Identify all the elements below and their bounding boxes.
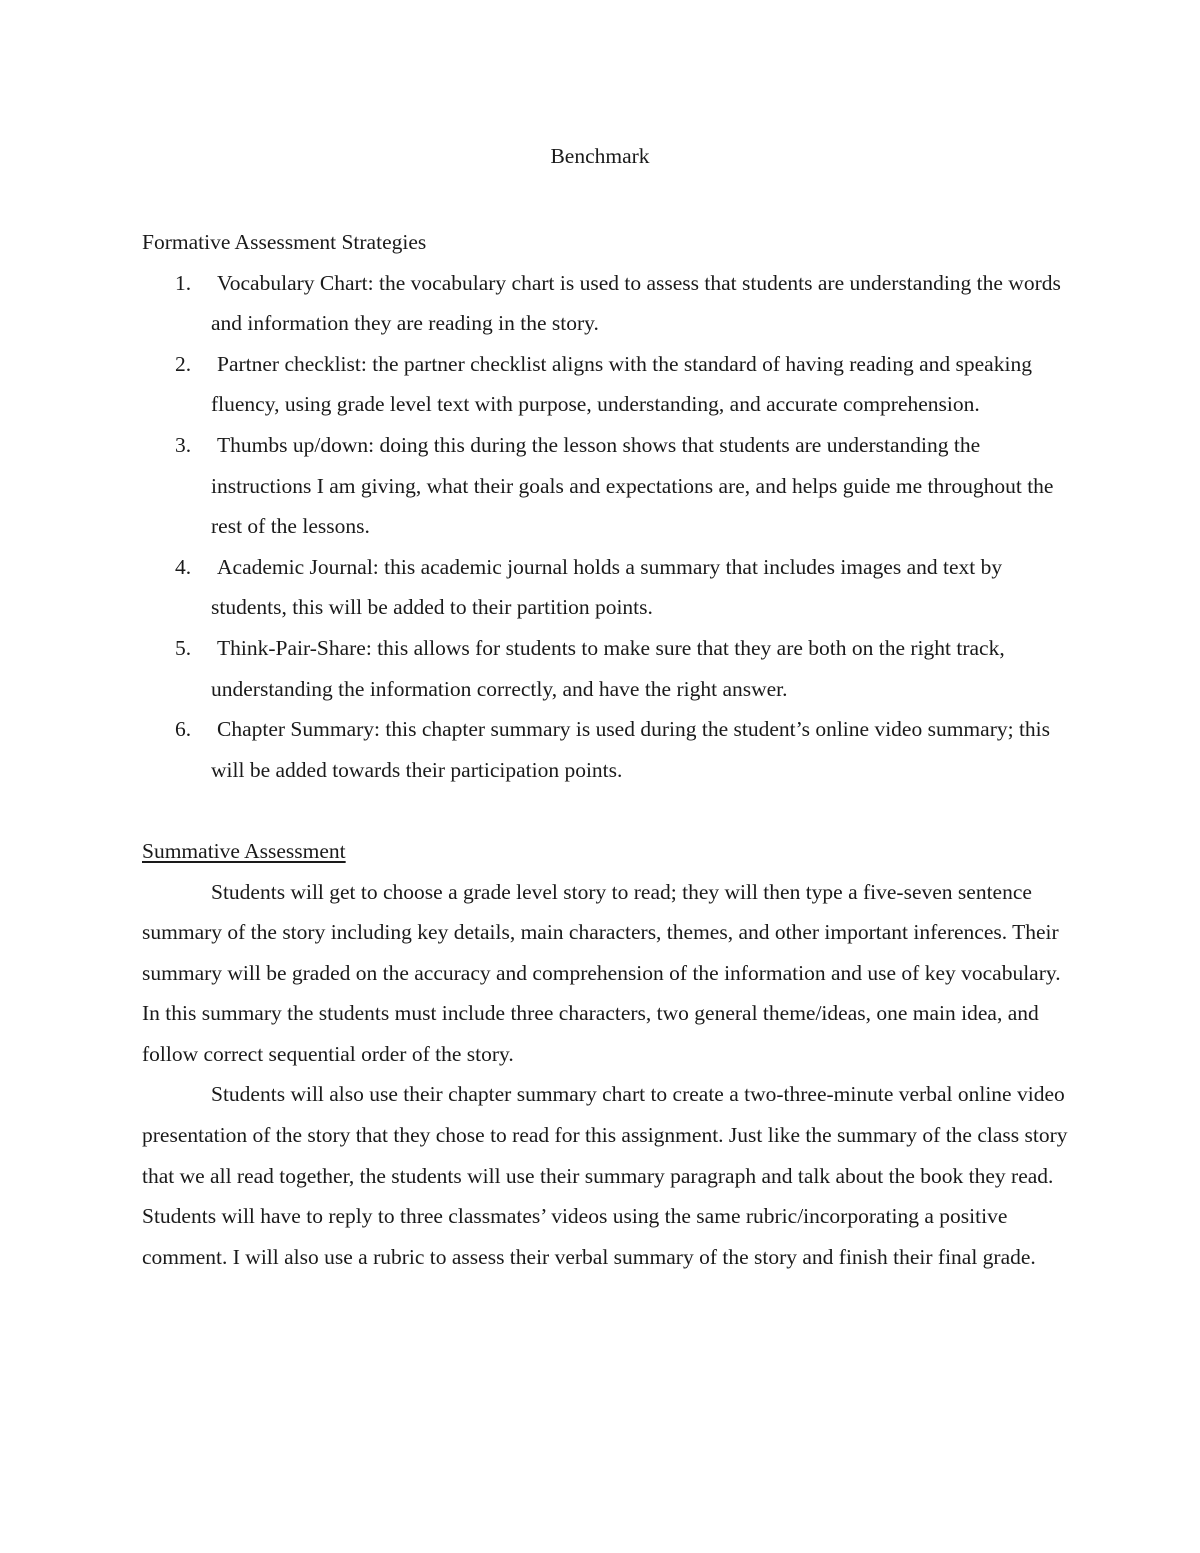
list-item xyxy=(142,709,1072,790)
list-item-number: 2. xyxy=(175,351,192,376)
list-item-text: Partner checklist: the partner checklist aligns with the standard of having reading and speaking fluency, using grade level text with purpose, understanding, and accurate comprehension. xyxy=(211,351,1032,417)
list-item-number: 5. xyxy=(175,635,192,660)
list-item-text: Chapter Summary: this chapter summary is used during the student’s online video summary; this will be added towards their participation points. xyxy=(211,717,1051,782)
document-title: Benchmark xyxy=(550,144,650,168)
list-item xyxy=(142,425,1072,547)
list-item-text: Thumbs up/down: doing this during the lesson shows that students are understanding the instructions I am giving, what their goals and expectations are, and helps guide me throughout the rest of the lessons. xyxy=(211,432,1054,539)
list-item xyxy=(142,628,1072,709)
section-spacer xyxy=(142,790,1072,831)
list-item xyxy=(142,263,1072,344)
list-item xyxy=(142,547,1072,628)
list-item-text: Vocabulary Chart: the vocabulary chart is used to assess that students are understanding the words and information they are reading in the story. xyxy=(211,270,1061,336)
formative-heading: Formative Assessment Strategies xyxy=(142,230,427,254)
list-item-number: 3. xyxy=(175,432,192,457)
document-body xyxy=(142,222,1072,1277)
list-item-number: 6. xyxy=(175,717,192,742)
summative-heading: Summative Assessment xyxy=(142,838,346,863)
summative-paragraph: Students will also use their chapter summary chart to create a two-three-minute verbal online video presentation of the story that they chose to read for this assignment. Just like the summary of the class story that we all read together, the students will use their summary paragraph and talk about the book they read. Students will have to reply to three classmates’ videos using the same rubric/incorporating a positive comment. I will also use a rubric to assess their verbal summary of the story and finish their final grade. xyxy=(142,1082,1068,1269)
summative-paragraph: Students will get to choose a grade level story to read; they will then type a five-seven sentence summary of the story including key details, main characters, themes, and other important inferences. Their summary will be graded on the accuracy and comprehension of the information and use of key vocabulary. In this summary the students must include three characters, two general theme/ideas, one main idea, and follow correct sequential order of the story. xyxy=(142,879,1061,1066)
list-item-text: Academic Journal: this academic journal holds a summary that includes images and text by students, this will be added to their partition points. xyxy=(211,554,1003,620)
list-item-number: 4. xyxy=(175,554,192,579)
list-item xyxy=(142,344,1072,425)
list-item-number: 1. xyxy=(175,270,192,295)
list-item-text: Think-Pair-Share: this allows for students to make sure that they are both on the right track, understanding the information correctly, and have the right answer. xyxy=(211,635,1005,701)
formative-list xyxy=(142,263,1072,791)
